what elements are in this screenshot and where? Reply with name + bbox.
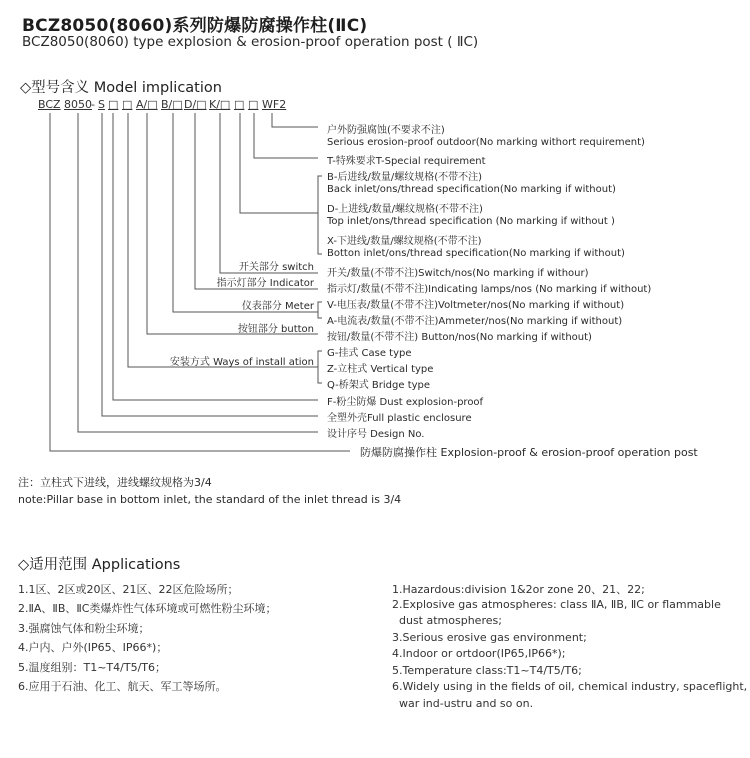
desc-bottom-en: Botton inlet/ons/thread specification(No marking if without): [327, 248, 625, 259]
code-8050: 8050: [64, 98, 92, 111]
desc-product: 防爆防腐操作柱 Explosion-proof & erosion-proof operation post: [360, 446, 698, 459]
line-box3: [240, 113, 318, 213]
desc-back-en: Back inlet/ons/thread specification(No marking if without): [327, 184, 616, 195]
app-en-5: 5.Temperature class:T1~T4/T5/T6;: [392, 664, 582, 677]
app-en-4: 4.Indoor or ortdoor(IP65,IP66*);: [392, 647, 566, 660]
code-box-2: □: [122, 98, 133, 111]
desc-back-cn: B-后进线/数量/螺纹规格(不带不注): [327, 172, 483, 183]
page-title: BCZ8050(8060)系列防爆防腐操作柱(ⅡC): [22, 16, 368, 36]
desc-switch: 开关/数量(不带不注)Switch/nos(No marking if withour): [327, 268, 589, 279]
desc-bottom-cn: X-下进线/数量/螺纹规格(不带不注): [327, 236, 482, 247]
app-cn-1: 1.1区、2区或20区、21区、22区危险场所；: [18, 583, 239, 596]
app-en-2-cont: dust atmospheres;: [392, 614, 502, 627]
desc-outdoor-en: Serious erosion-proof outdoor(No marking withort requirement): [327, 137, 645, 148]
line-wf2: [272, 113, 318, 127]
desc-outdoor-cn: 户外防强腐蚀(不要求不注): [327, 125, 445, 136]
bracket-inlet: [318, 176, 322, 254]
desc-bridge: Q-桥架式 Bridge type: [327, 380, 431, 391]
desc-case: G-挂式 Case type: [327, 348, 412, 359]
bracket-install: [318, 351, 322, 383]
app-en-2: 2.Explosive gas atmospheres: class ⅡA, ⅡB, ⅡC or flammable: [392, 598, 721, 611]
label-meter: 仪表部分 Meter: [241, 301, 314, 312]
app-cn-3: 3.强腐蚀气体和粉尘环境；: [18, 622, 150, 635]
code-b: B/□: [161, 98, 183, 111]
desc-top-en: Top inlet/ons/thread specification (No marking if without ): [327, 216, 615, 227]
code-d: D/□: [184, 98, 207, 111]
label-indicator: 指示灯部分 Indicator: [216, 278, 314, 289]
desc-dust: F-粉尘防爆 Dust explosion-proof: [327, 397, 484, 408]
code-box-1: □: [108, 98, 119, 111]
app-en-3: 3.Serious erosive gas environment;: [392, 631, 587, 644]
code-wf2: WF2: [262, 98, 287, 111]
label-install: 安装方式 Ways of install ation: [169, 357, 314, 368]
app-cn-6: 6.应用于石油、化工、航天、军工等场所。: [18, 680, 227, 693]
app-cn-2: 2.ⅡA、ⅡB、ⅡC类爆炸性气体环境或可燃性粉尘环境；: [18, 602, 277, 615]
desc-vertical: Z-立柱式 Vertical type: [327, 364, 434, 375]
desc-voltmeter: V-电压表/数量(不带不注)Voltmeter/nos(No marking if without): [327, 300, 625, 311]
desc-special: T-特殊要求T-Special requirement: [327, 156, 486, 167]
desc-plastic: 全塑外壳Full plastic enclosure: [327, 413, 472, 424]
desc-indicator: 指示灯/数量(不带不注)Indicating lamps/nos (No marking if without): [327, 284, 652, 295]
desc-button: 按钮/数量(不带不注) Button/nos(No marking if without): [327, 332, 592, 343]
bracket-meter: [318, 302, 322, 318]
code-s: S: [98, 98, 105, 111]
app-cn-4: 4.户内、户外(IP65、IP66*)；: [18, 641, 168, 654]
code-box-3: □: [234, 98, 245, 111]
label-button: 按钮部分 button: [237, 324, 314, 335]
code-a: A/□: [136, 98, 158, 111]
app-en-1: 1.Hazardous:division 1&2or zone 20、21、22;: [392, 583, 645, 596]
code-box-4: □: [248, 98, 259, 111]
line-box4: [254, 113, 318, 158]
code-k: K/□: [209, 98, 231, 111]
applications-section-title: ◇适用范围 Applications: [18, 557, 181, 573]
label-switch: 开关部分 switch: [238, 262, 314, 273]
note-en: note:Pillar base in bottom inlet, the standard of the inlet thread is 3/4: [18, 493, 402, 506]
code-dash: -: [91, 98, 95, 111]
note-cn: 注：立柱式下进线，进线螺纹规格为3/4: [18, 476, 212, 489]
desc-design: 设计序号 Design No.: [327, 429, 425, 440]
page-subtitle: BCZ8050(8060) type explosion & erosion-proof operation post ( ⅡC): [22, 34, 479, 50]
line-k: [220, 113, 318, 273]
desc-ammeter: A-电流表/数量(不带不注)Ammeter/nos(No marking if without): [327, 316, 623, 327]
app-en-6-cont: war ind-ustru and so on.: [392, 697, 534, 710]
app-cn-5: 5.温度组别：T1~T4/T5/T6；: [18, 661, 166, 674]
code-bcz: BCZ: [38, 98, 61, 111]
desc-top-cn: D-上进线/数量/螺纹规格(不带不注): [327, 204, 483, 215]
model-section-title: ◇型号含义 Model implication: [20, 80, 222, 96]
app-en-6: 6.Widely using in the fields of oil, chemical industry, spaceflight,: [392, 680, 748, 693]
